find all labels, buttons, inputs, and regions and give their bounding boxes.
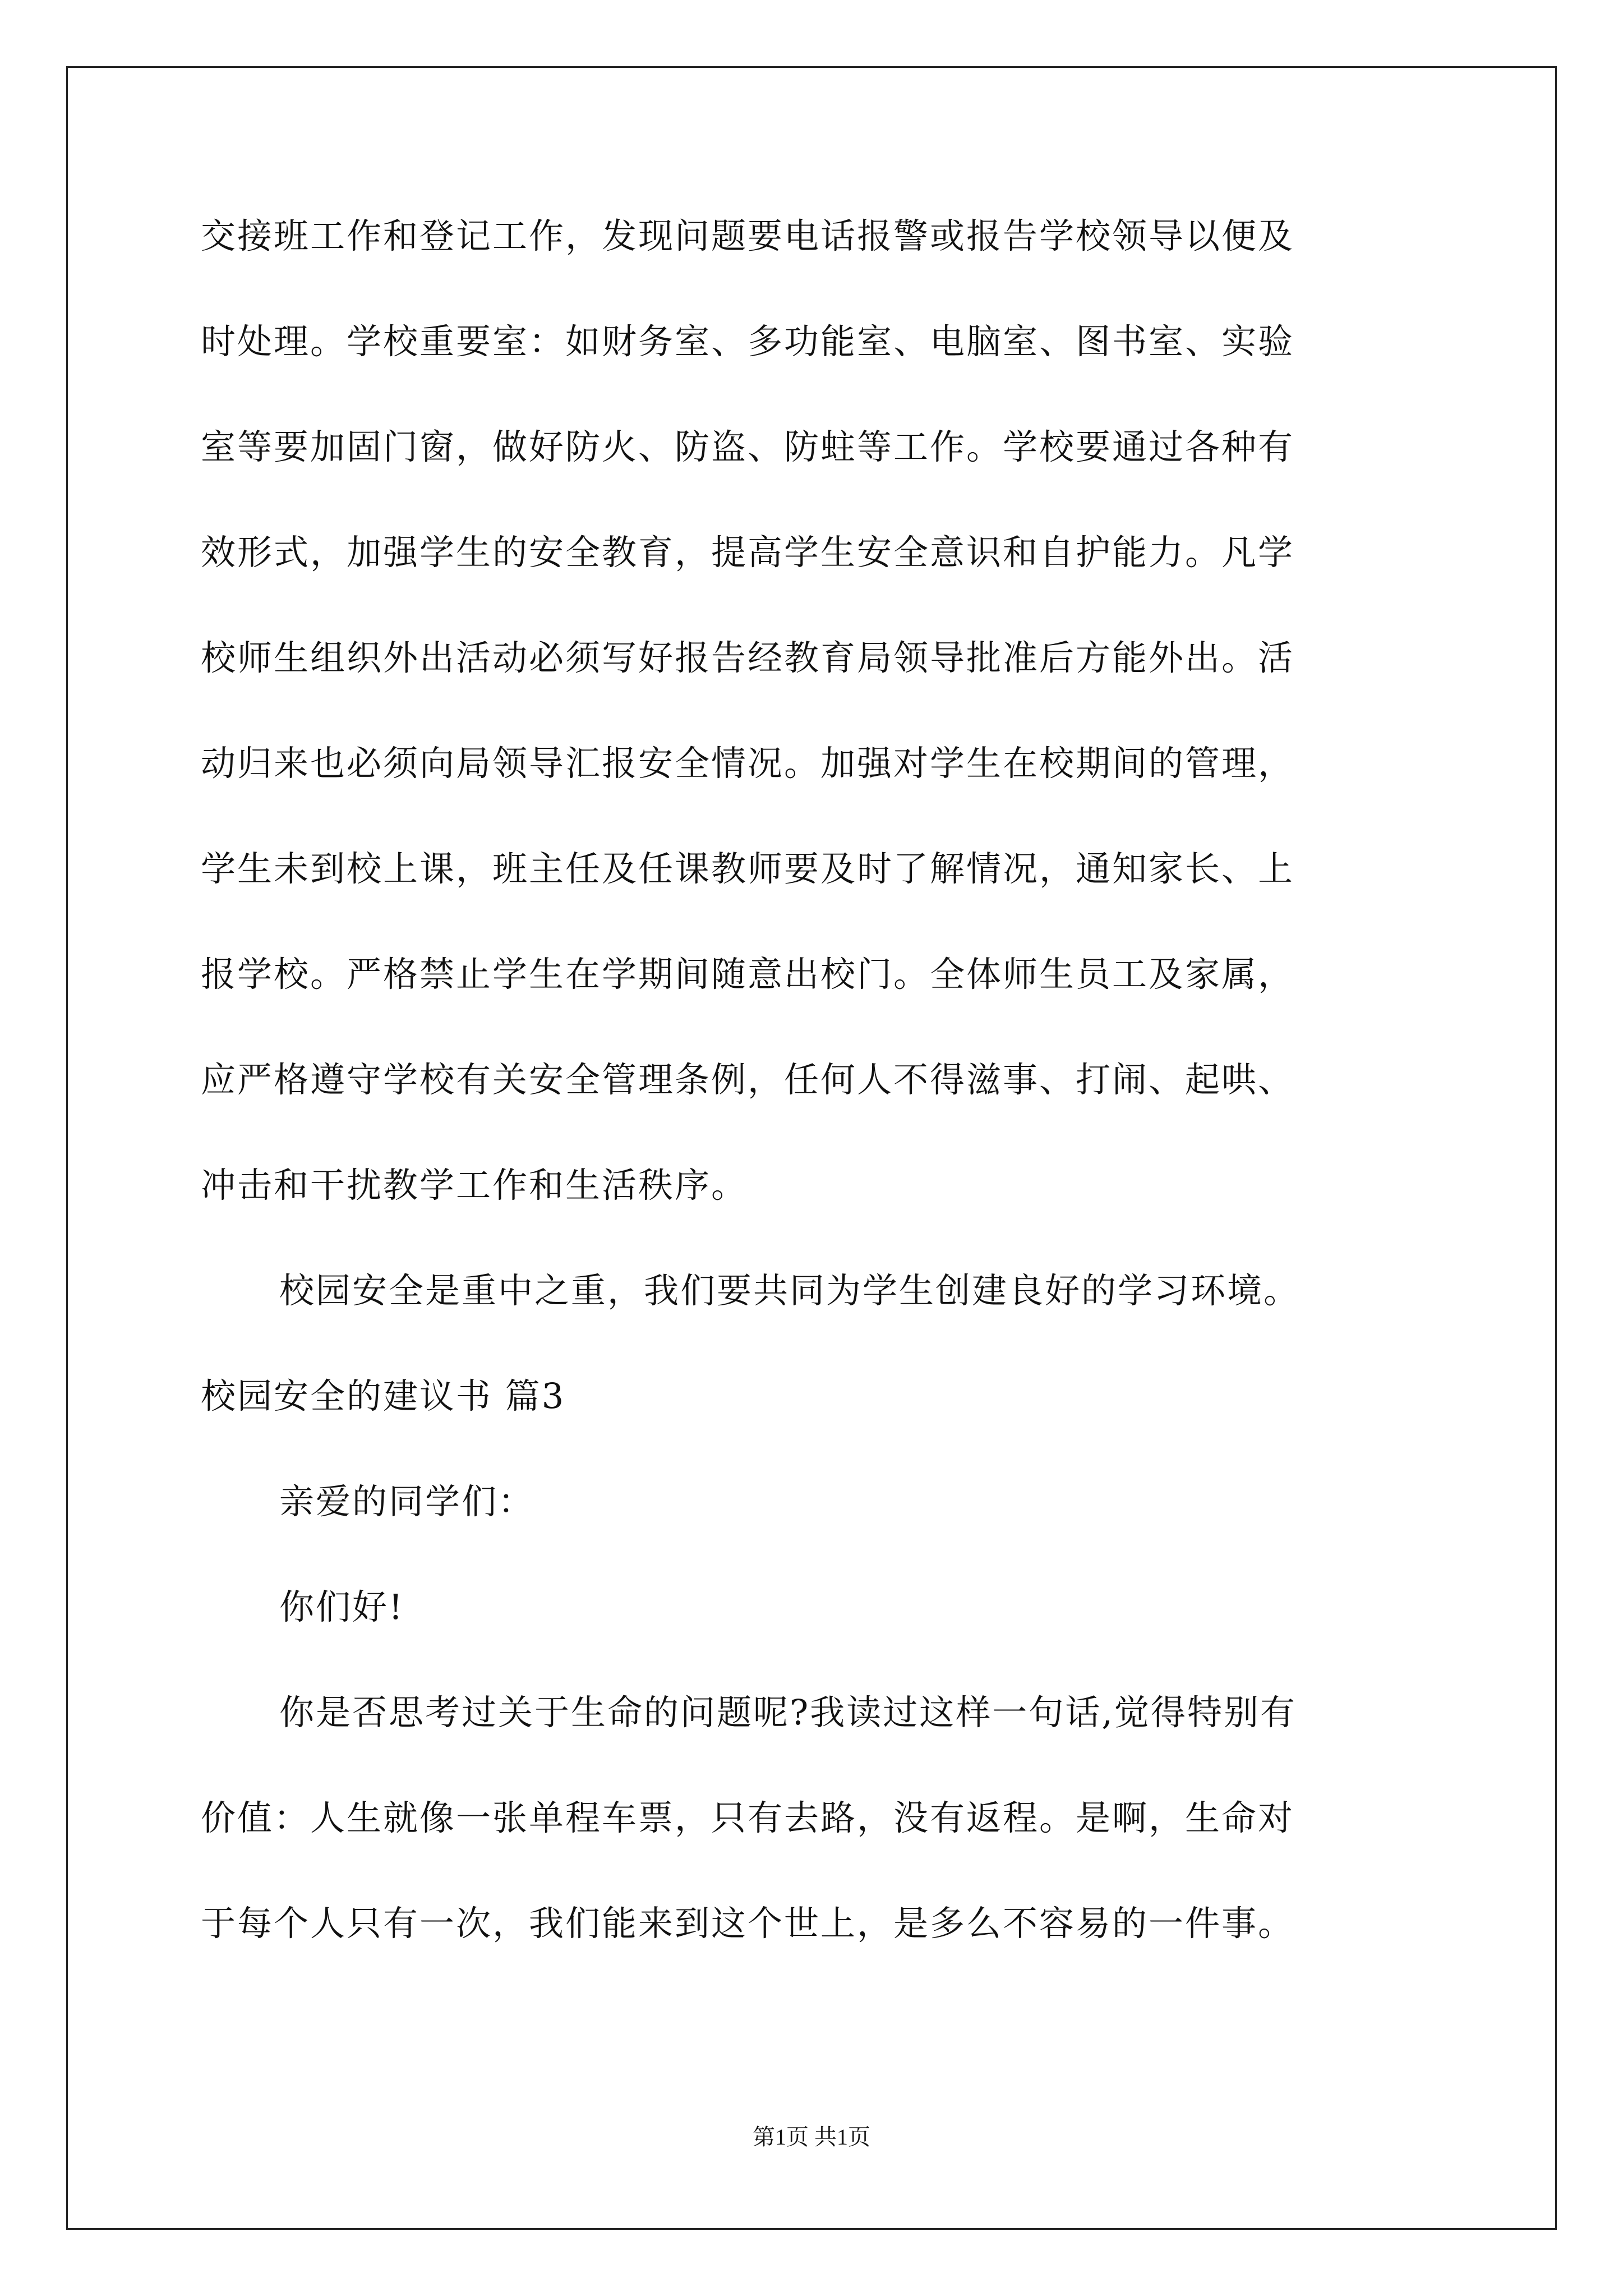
section-heading: 校园安全的建议书 篇3 (201, 1375, 566, 1416)
body-line: 应严格遵守学校有关安全管理条例，任何人不得滋事、打闹、起哄、 (201, 1059, 1295, 1100)
body-line: 校师生组织外出活动必须写好报告经教育局领导批准后方能外出。活 (201, 637, 1295, 678)
body-line: 学生未到校上课，班主任及任课教师要及时了解情况，通知家长、上 (201, 848, 1295, 889)
body-line: 价值：人生就像一张单程车票，只有去路，没有返程。是啊，生命对 (201, 1797, 1295, 1838)
body-line: 冲击和干扰教学工作和生活秩序。 (201, 1165, 748, 1205)
body-line: 动归来也必须向局领导汇报安全情况。加强对学生在校期间的管理， (201, 743, 1295, 784)
salutation: 亲爱的同学们： (279, 1481, 535, 1522)
paragraph-line: 你是否思考过关于生命的问题呢?我读过这样一句话,觉得特别有 (279, 1692, 1297, 1733)
body-line: 于每个人只有一次，我们能来到这个世上，是多么不容易的一件事。 (201, 1903, 1295, 1944)
paragraph-line: 校园安全是重中之重，我们要共同为学生创建良好的学习环境。 (279, 1270, 1301, 1311)
body-line: 效形式，加强学生的安全教育，提高学生安全意识和自护能力。凡学 (201, 532, 1295, 573)
page-footer: 第1页 共1页 (753, 2124, 870, 2150)
body-line: 报学校。严格禁止学生在学期间随意出校门。全体师生员工及家属， (201, 954, 1295, 995)
body-line: 室等要加固门窗，做好防火、防盗、防蛀等工作。学校要通过各种有 (201, 426, 1295, 467)
document-body (201, 215, 1429, 2012)
body-line: 时处理。学校重要室：如财务室、多功能室、电脑室、图书室、实验 (201, 321, 1295, 362)
body-line: 交接班工作和登记工作，发现问题要电话报警或报告学校领导以便及 (201, 215, 1295, 256)
greeting: 你们好! (279, 1586, 404, 1627)
